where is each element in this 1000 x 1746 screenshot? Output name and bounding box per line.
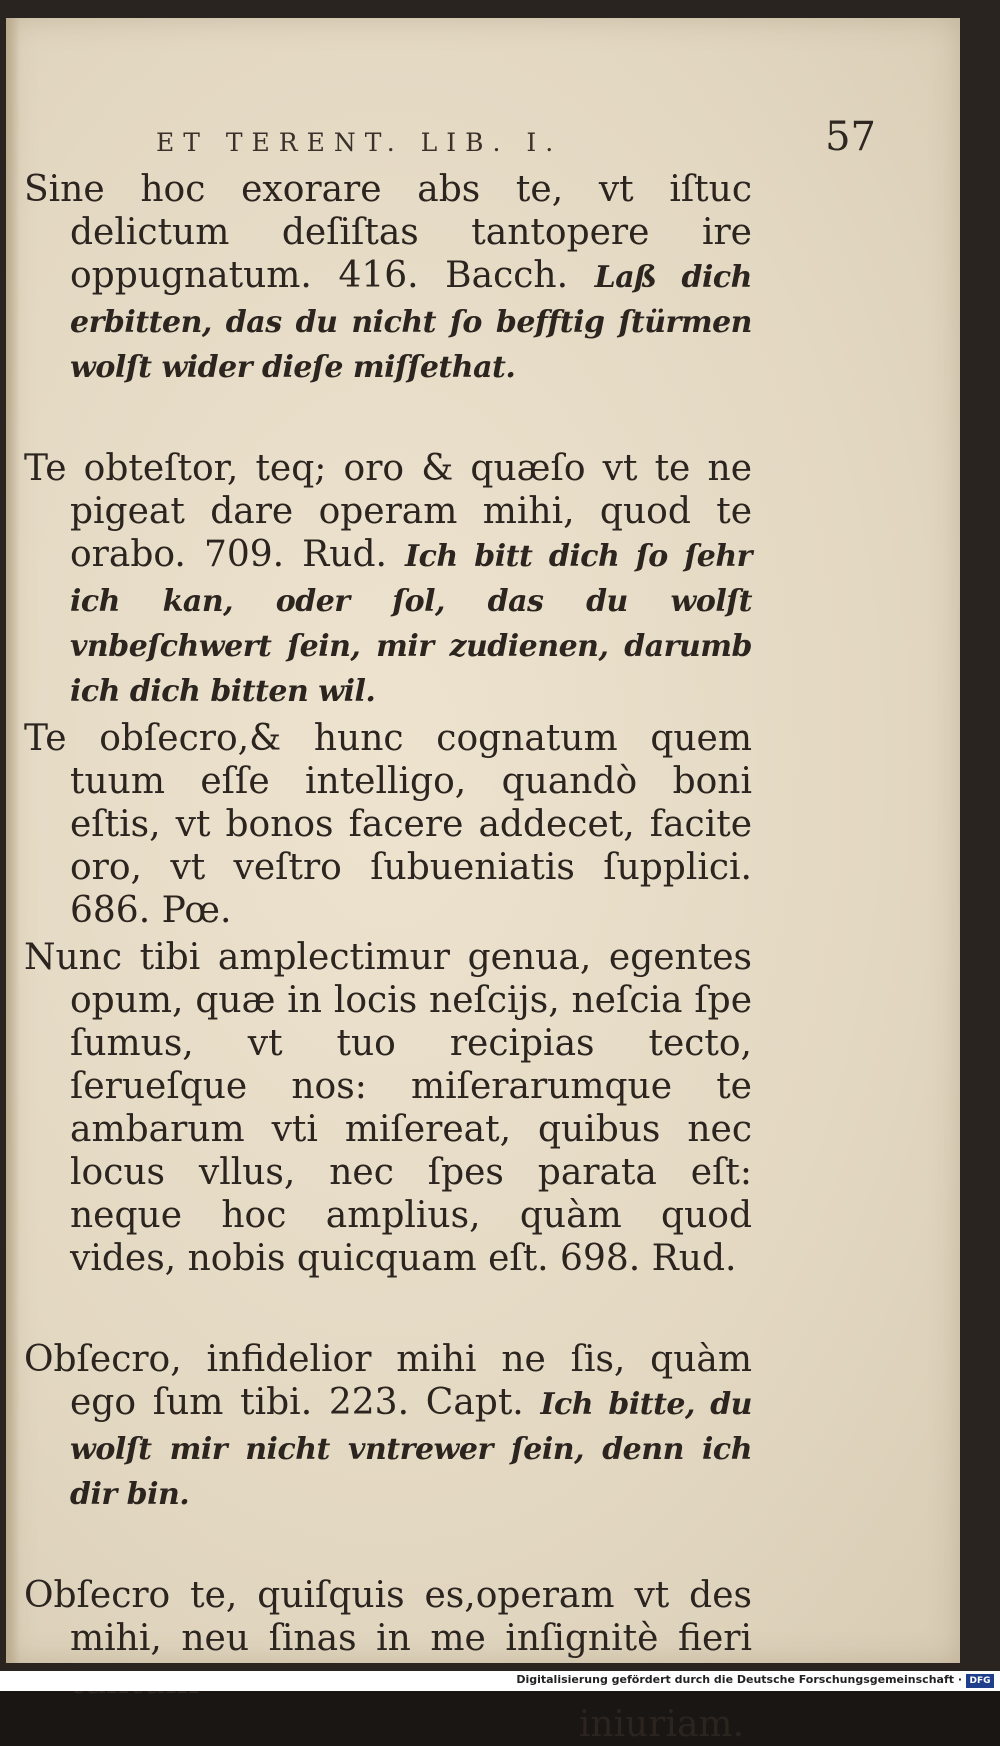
page-number: 57 xyxy=(825,114,876,160)
page-gutter-shadow xyxy=(6,18,20,1663)
latin-text: Obſecro te, quiſquis es,operam vt des mihi, neu ſinas in me inſignitè fieri xyxy=(24,1575,752,1659)
entry-5 xyxy=(24,1338,752,1516)
entry-4 xyxy=(24,936,752,1280)
footer-credit: Digitalisierung gefördert durch die Deutsche Forschungsgemeinschaft · xyxy=(516,1673,962,1686)
catchword: iniuriam. xyxy=(578,1704,744,1745)
entry-1 xyxy=(24,168,752,389)
german-translation: Ich bitt dich ſo ſehr ich kan, oder ſol, das du wolſt vnbeſchwert ſein, mir zudienen, darumb ich dich bitten wil. xyxy=(70,539,752,709)
page-header xyxy=(156,110,896,170)
text-block xyxy=(24,168,752,1746)
entry-paragraph xyxy=(24,717,752,932)
entry-3 xyxy=(24,717,752,932)
entry-paragraph xyxy=(24,447,752,713)
dfg-logo: DFG xyxy=(966,1674,994,1688)
entry-paragraph xyxy=(24,936,752,1280)
digitization-footer xyxy=(0,1671,1000,1691)
entry-paragraph xyxy=(24,1338,752,1516)
latin-text: Nunc tibi amplectimur genua, egentes opum, quæ in locis neſcijs, neſcia ſpe ſumus, vt tuo recipias tecto, ſerueſque nos: miſerarumque te ambarum vti miſereat, quibus nec locus vllus, nec ſpes parata eſt: neque hoc amplius, quàm quod vides, nobis quicquam eſt. 698. Rud. xyxy=(24,937,752,1279)
latin-text: Te obſecro,& hunc cognatum quem tuum eſſe intelligo, quandò boni eſtis, vt bonos facere addecet, facite oro, vt veſtro ſubueniatis ſupplici. 686. Pœ. xyxy=(24,718,752,931)
entry-2 xyxy=(24,447,752,713)
entry-paragraph xyxy=(24,168,752,389)
latin-text: Sine hoc exorare abs te, vt iſtuc delictum deſiſtas tantopere ire oppugnatum. 416. Bacch. xyxy=(24,169,752,296)
german-translation: Ich bitte, du wolſt mir nicht vntrewer ſein, denn ich dir bin. xyxy=(70,1387,752,1512)
german-translation: Laß dich erbitten, das du nicht ſo befftig ſtürmen wolſt wider dieſe miſſethat. xyxy=(70,260,752,385)
latin-text: Te obteſtor, teq; oro & quæſo vt te ne pigeat dare operam mihi, quod te orabo. 709. Rud. xyxy=(24,448,752,575)
running-head: ET TERENT. LIB. I. xyxy=(156,128,563,157)
latin-text: Obſecro, infidelior mihi ne ſis, quàm ego ſum tibi. 223. Capt. xyxy=(24,1339,752,1423)
